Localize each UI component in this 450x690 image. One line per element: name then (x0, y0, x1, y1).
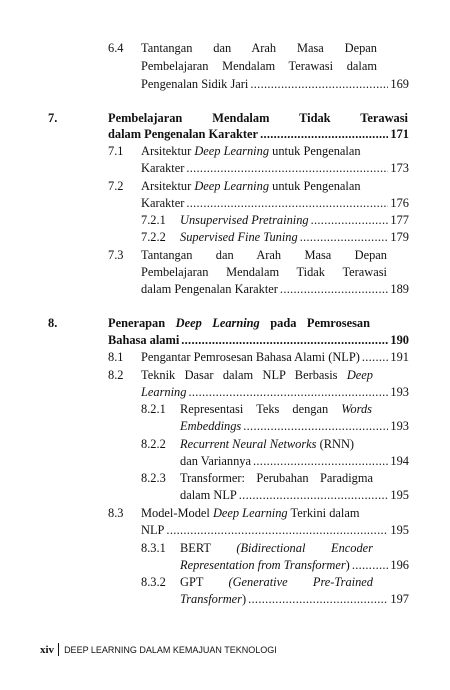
dot-leader (248, 591, 388, 608)
dot-leader (362, 349, 389, 366)
footer-page-number: xiv (40, 644, 55, 656)
toc-entry-number: 7.3 (108, 248, 124, 262)
toc-entry-link[interactable]: dalam NLP ..... 195 (180, 487, 409, 504)
page-number: 176 (390, 196, 409, 210)
dot-leader (253, 453, 388, 470)
dot-leader (352, 557, 389, 574)
page-number: 190 (390, 333, 409, 347)
toc-entry-number: 8.3 (108, 506, 124, 520)
dot-leader (166, 522, 388, 539)
toc-entry-text: Recurrent Neural Networks (RNN) (180, 437, 355, 451)
toc-entry-number: 8.3.1 (141, 541, 166, 555)
footer-divider (58, 643, 59, 656)
toc-entry-number: 7.2 (108, 179, 124, 193)
toc-entry-link[interactable]: Learning ..... 193 (141, 384, 409, 401)
dot-leader (186, 195, 388, 212)
page-number: 191 (390, 350, 409, 364)
toc-entry-link[interactable]: Karakter ..... 173 (141, 160, 409, 177)
page-number: 179 (390, 230, 409, 244)
chapter-title-link[interactable]: dalam Pengenalan Karakter ..... 171 (108, 126, 409, 143)
page-number: 195 (390, 488, 409, 502)
toc-entry-number: 8.2 (108, 368, 124, 382)
toc-entry-number: 8.2.2 (141, 437, 166, 451)
dot-leader (300, 229, 389, 246)
toc-entry-number: 8.2.3 (141, 471, 166, 485)
page-number: 196 (390, 558, 409, 572)
page-number: 177 (390, 213, 409, 227)
dot-leader (186, 160, 388, 177)
toc-entry-number: 8.3.2 (141, 575, 166, 589)
chapter-number: 7. (48, 111, 58, 125)
toc-entry-text: Transformer: Perubahan Paradigma (180, 471, 373, 485)
toc-entry-link[interactable]: dan Variannya ..... 194 (180, 453, 409, 470)
toc-entry-text: Pembelajaran Mendalam Tidak Terawasi (141, 265, 387, 279)
toc-entry-text: Arsitektur Deep Learning untuk Pengenalan (141, 179, 361, 193)
page-footer (40, 643, 277, 656)
toc-entry-number: 8.2.1 (141, 402, 166, 416)
toc-entry-number: 7.2.2 (141, 230, 166, 244)
page-number: 197 (390, 592, 409, 606)
dot-leader (188, 384, 388, 401)
dot-leader (243, 418, 388, 435)
page-number: 169 (390, 77, 409, 91)
dot-leader (280, 281, 388, 298)
page-number: 193 (390, 385, 409, 399)
page-number: 195 (390, 523, 409, 537)
chapter-title-link[interactable]: Bahasa alami ..... 190 (108, 332, 409, 349)
toc-entry-text: Tantangan dan Arah Masa Depan (141, 248, 387, 262)
toc-entry-link[interactable]: NLP ..... 195 (141, 522, 409, 539)
toc-entry-number: 6.4 (108, 41, 124, 55)
toc-entry-link[interactable]: Karakter ..... 176 (141, 195, 409, 212)
toc-entry-link[interactable]: Pengenalan Sidik Jari ..... 169 (141, 76, 409, 93)
toc-entry-number: 7.1 (108, 144, 124, 158)
chapter-title: Penerapan Deep Learning pada Pemrosesan (108, 316, 370, 330)
toc-entry-text: GPT (Generative Pre-Trained (180, 575, 373, 589)
toc-entry-number: 8.1 (108, 350, 124, 364)
toc-entry-text: Arsitektur Deep Learning untuk Pengenalan (141, 144, 361, 158)
dot-leader (260, 126, 388, 143)
dot-leader (239, 487, 389, 504)
chapter-number: 8. (48, 316, 58, 330)
toc-entry-number: 7.2.1 (141, 213, 166, 227)
page-number: 171 (390, 127, 409, 141)
toc-entry-link[interactable]: Embeddings ..... 193 (180, 418, 409, 435)
toc-entry-link[interactable]: Supervised Fine Tuning ..... 179 (180, 229, 409, 246)
chapter-title: Pembelajaran Mendalam Tidak Terawasi (108, 111, 408, 125)
page-number: 194 (390, 454, 409, 468)
dot-leader (181, 332, 388, 349)
toc-entry-text: Tantangan dan Arah Masa Depan (141, 41, 377, 55)
toc-entry-link[interactable]: dalam Pengenalan Karakter ..... 189 (141, 281, 409, 298)
toc-entry-text: Model-Model Deep Learning Terkini dalam (141, 506, 360, 520)
footer-book-title: DEEP LEARNING DALAM KEMAJUAN TEKNOLOGI (64, 645, 277, 655)
toc-entry-link[interactable]: Pengantar Pemrosesan Bahasa Alami (NLP) ..... 191 (141, 349, 409, 366)
toc-entry-text: Pembelajaran Mendalam Terawasi dalam (141, 59, 377, 73)
toc-entry-link[interactable]: Representation from Transformer) ..... 196 (180, 557, 409, 574)
toc-entry-link[interactable]: Transformer) ..... 197 (180, 591, 409, 608)
page-number: 193 (390, 419, 409, 433)
page-number: 173 (390, 161, 409, 175)
toc-entry-text: BERT (Bidirectional Encoder (180, 541, 374, 555)
page-number: 189 (390, 282, 409, 296)
toc-entry-text: Representasi Teks dengan Words (180, 402, 372, 416)
dot-leader (250, 76, 388, 93)
dot-leader (311, 212, 389, 229)
toc-entry-text: Teknik Dasar dalam NLP Berbasis Deep (141, 368, 373, 382)
toc-entry-link[interactable]: Unsupervised Pretraining ..... 177 (180, 212, 409, 229)
